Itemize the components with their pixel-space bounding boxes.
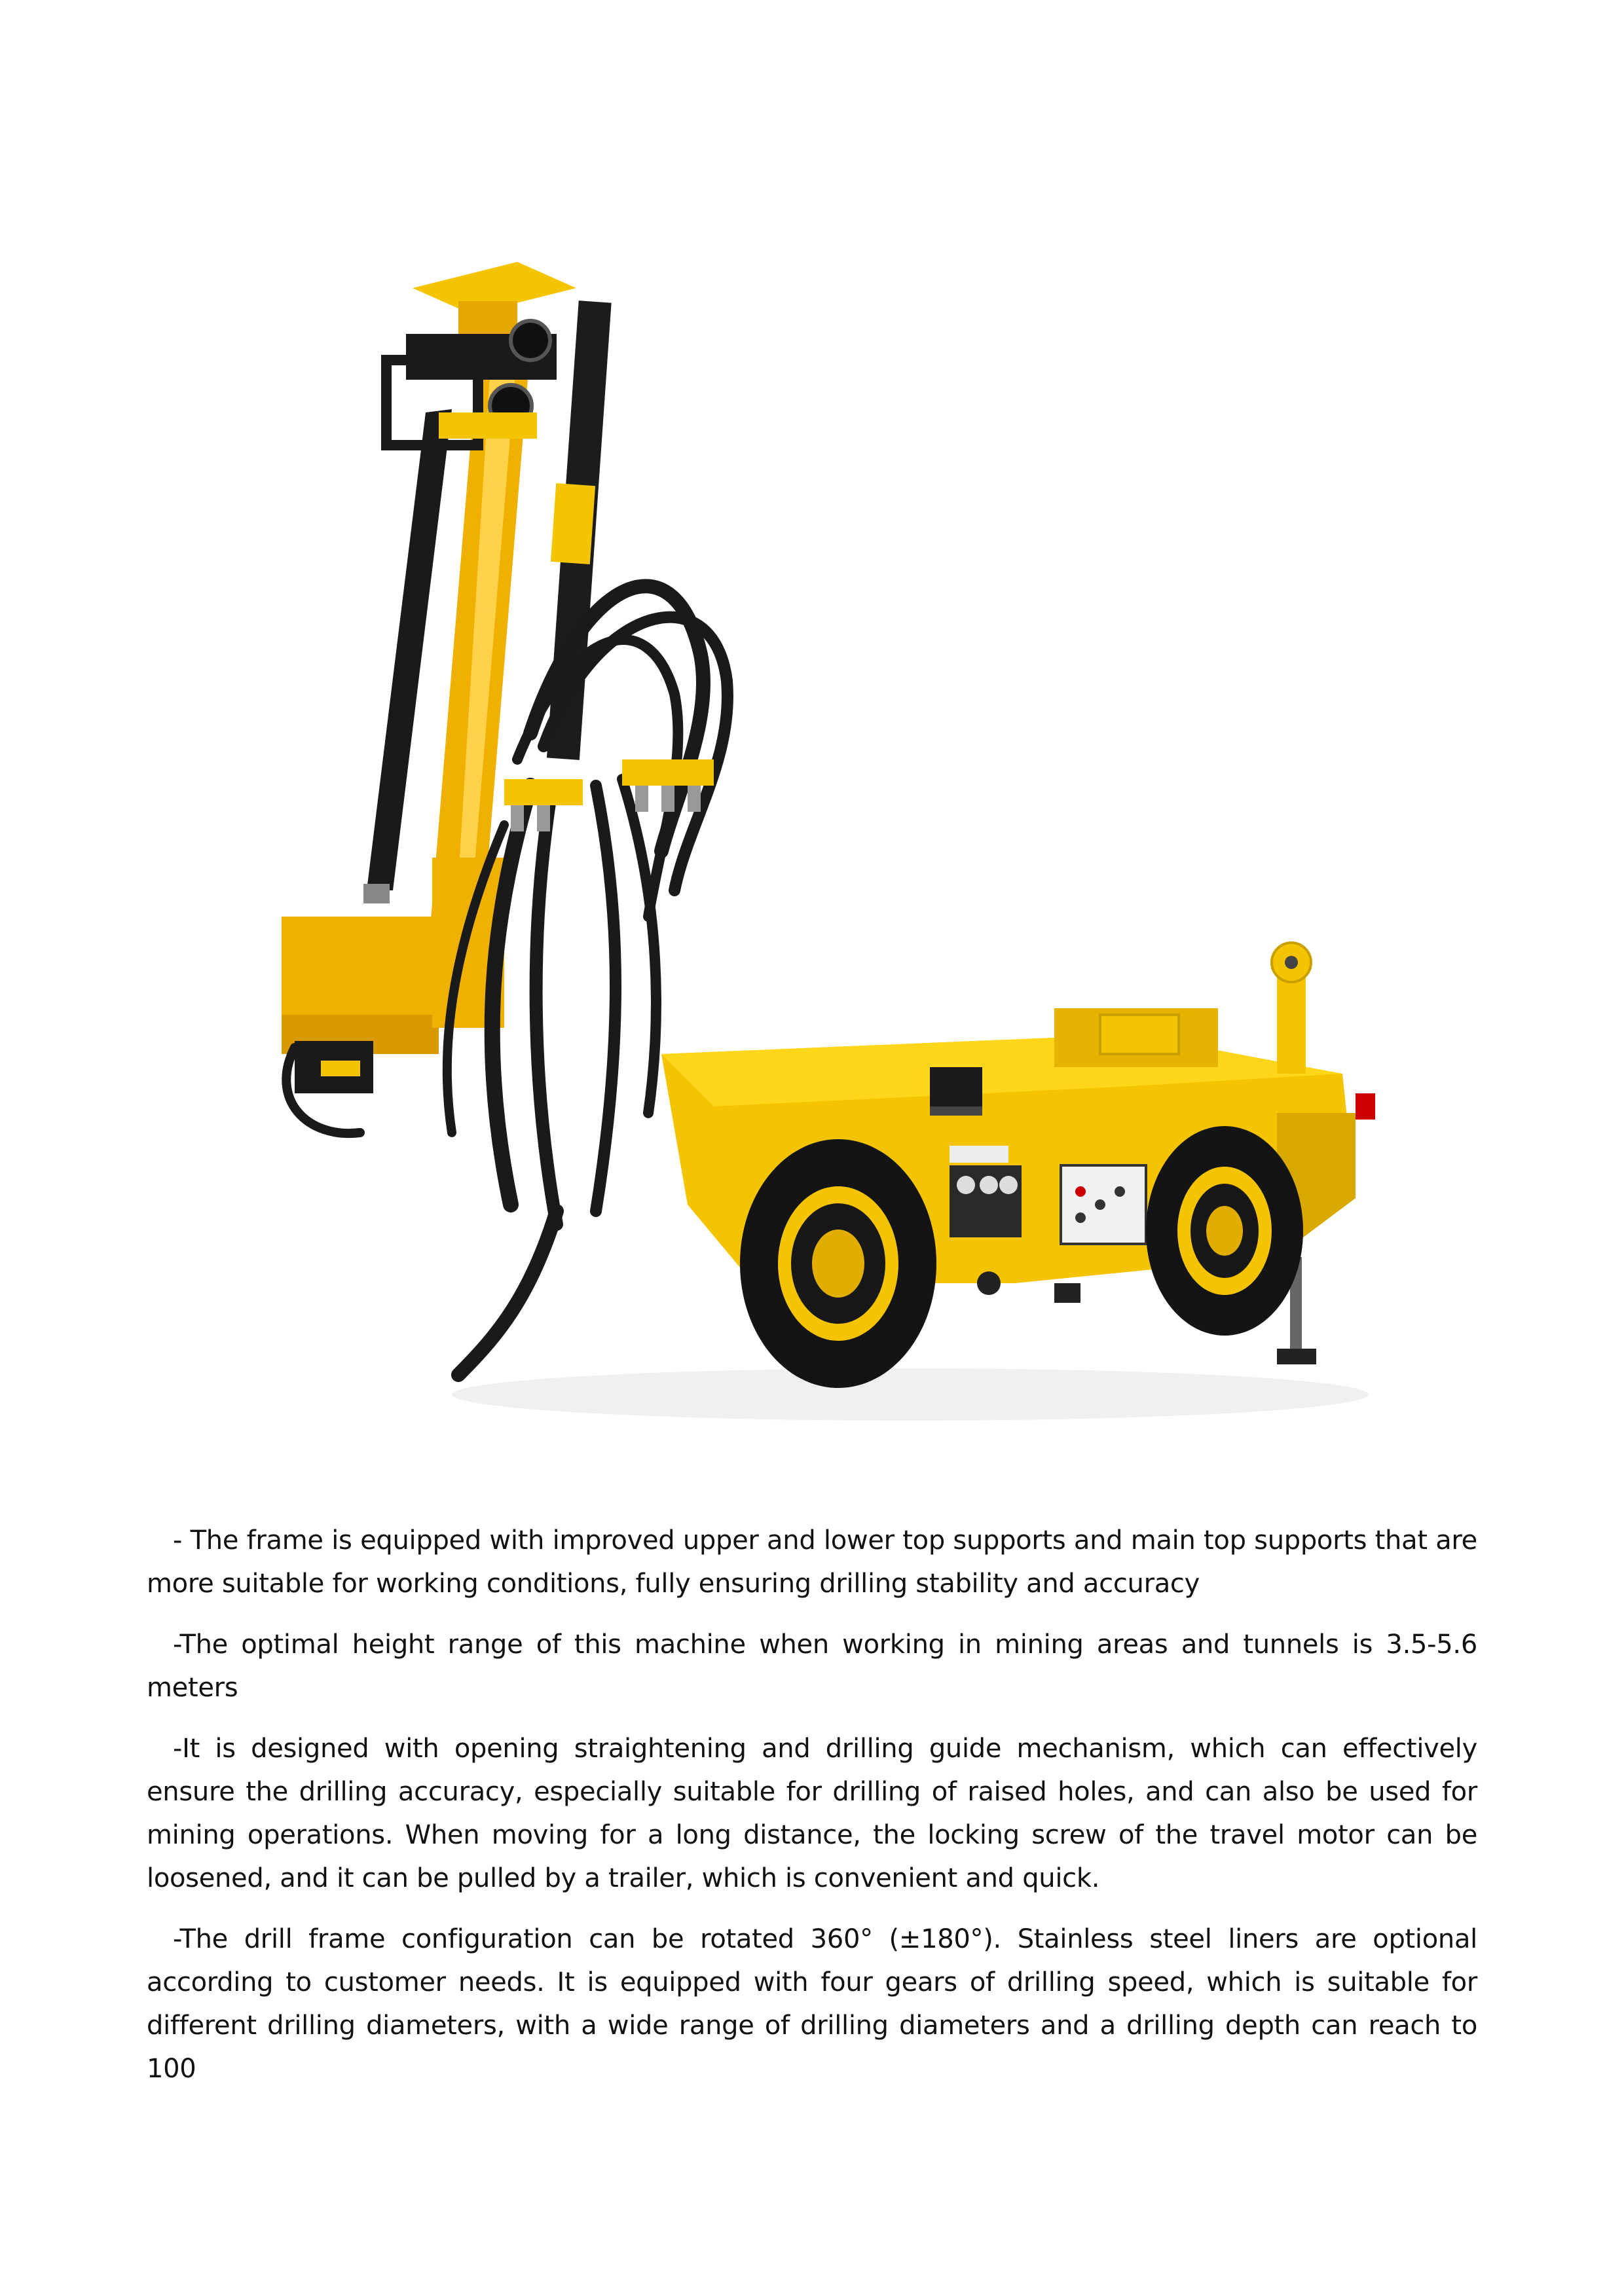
tow-hook [1272,943,1311,1074]
drill-head [386,262,576,445]
paragraph-height-range: -The optimal height range of this machine when working in mining areas and tunnels is 3.5-5.6 meters [147,1630,1477,1703]
rear-wheel [1146,1126,1303,1336]
drill-rig-image [255,262,1434,1440]
drill-rig-illustration [255,262,1434,1440]
lower-drill-unit [282,858,504,1093]
front-wheel [740,1139,936,1388]
paragraph-guide-mechanism: -It is designed with opening straightening and drilling guide mechanism, which can effectively ensure the drilling accuracy, especially suitable for drilling of raised holes, and can also be used for mining operations. When moving for a long distance, the locking screw of the travel motor can be loosened, and it can be pulled by a trailer, which is convenient and quick. [147,1734,1477,1893]
paragraph-frame-supports: - The frame is equipped with improved upper and lower top supports and main top supports that are more suitable for working conditions, fully ensuring drilling stability and accuracy [147,1525,1477,1599]
paragraph-rotation-config: -The drill frame configuration can be rotated 360° (±180°). Stainless steel liners are optional according to customer needs. It is equipped with four gears of drilling speed, which is suitable for different drilling diameters, with a wide range of drilling diameters and a drilling depth can reach to 100 [147,1924,1477,2084]
ground-shadow [452,1368,1369,1421]
description-text [147,1519,1477,2108]
